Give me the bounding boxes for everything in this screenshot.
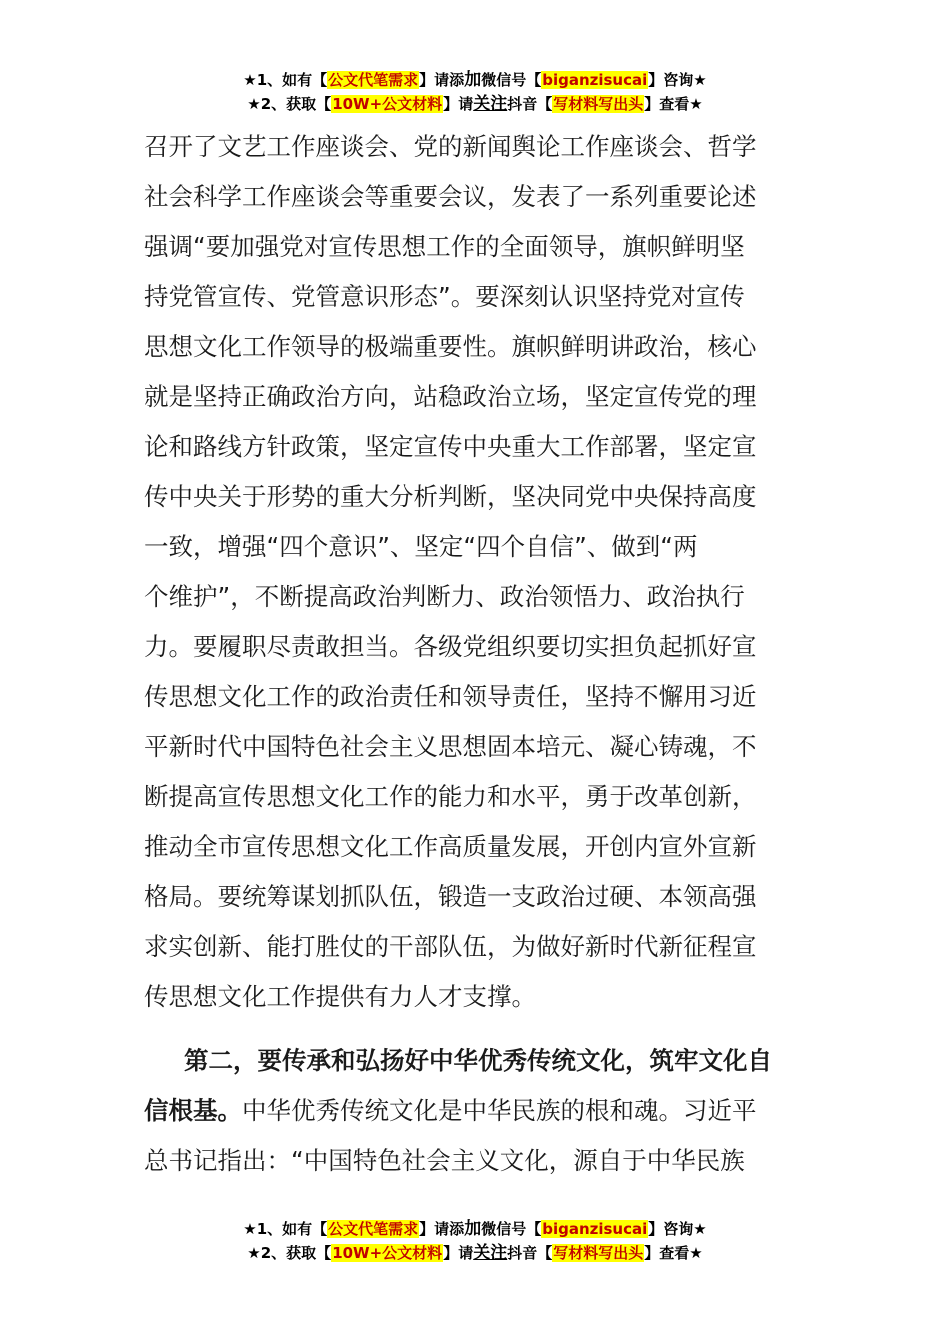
banner-text: 关注 [473,1243,508,1263]
body-line: 强调“要加强党对宣传思想工作的全面领导，旗帜鲜明坚 [144,232,745,261]
banner-line-2 [0,92,950,116]
banner-wechat-id: biganzisucai [542,71,648,89]
banner-douyin-id: 写材料写出头 [553,1244,644,1262]
body-line: 求实创新、能打胜仗的干部队伍，为做好新时代新征程宣 [144,932,757,961]
banner-text: ★2、获取【 [247,1244,332,1262]
section-heading-end: 信根基。 [144,1096,242,1125]
footer-banner [0,1217,950,1265]
body-line: 召开了文艺工作座谈会、党的新闻舆论工作座谈会、哲学 [144,132,757,161]
banner-text: ★2、获取【 [247,95,332,113]
body-line: 思想文化工作领导的极端重要性。旗帜鲜明讲政治，核心 [144,332,757,361]
body-line [144,1086,808,1136]
banner-text: 关注 [473,94,508,114]
body-line: 论和路线方针政策，坚定宣传中央重大工作部署，坚定宣 [144,432,757,461]
body-line: 总书记指出：“中国特色社会主义文化，源自于中华民族 [144,1146,745,1175]
banner-text: 抖音【 [507,1244,553,1262]
banner-text: 】请添 [419,71,465,89]
body-line: 社会科学工作座谈会等重要会议，发表了一系列重要论述 [144,182,757,211]
body-text: 中华优秀传统文化是中华民族的根和魂。习近平 [242,1096,757,1125]
body-line: 个维护”，不断提高政治判断力、政治领悟力、政治执行 [144,582,745,611]
banner-text: 】查看★ [644,1244,703,1262]
banner-highlight: 公文代笔需求 [328,71,419,89]
body-line: 一致，增强“四个意识”、坚定“四个自信”、做到“两 [144,532,698,561]
banner-highlight: 10W+公文材料 [332,1244,443,1262]
header-banner [0,68,950,116]
body-line: 平新时代中国特色社会主义思想固本培元、凝心铸魂，不 [144,732,757,761]
section-heading-line [144,1036,808,1086]
banner-text: ★1、如有【 [243,71,328,89]
body-line: 就是坚持正确政治方向，站稳政治立场，坚定宣传党的理 [144,382,757,411]
banner-line-1 [0,68,950,92]
banner-text: 】查看★ [644,95,703,113]
banner-text: 】咨询★ [648,71,707,89]
banner-text: ★1、如有【 [243,1220,328,1238]
banner-text: 】请 [443,1244,474,1262]
banner-wechat-id: biganzisucai [542,1220,648,1238]
body-line: 力。要履职尽责敢担当。各级党组织要切实担负起抓好宣 [144,632,757,661]
banner-douyin-id: 写材料写出头 [553,95,644,113]
body-line: 传中央关于形势的重大分析判断，坚决同党中央保持高度 [144,482,757,511]
banner-text: 微信号【 [481,1220,542,1238]
body-line: 断提高宣传思想文化工作的能力和水平，勇于改革创新， [144,782,757,811]
body-line: 格局。要统筹谋划抓队伍，锻造一支政治过硬、本领高强 [144,882,757,911]
banner-text: 抖音【 [507,95,553,113]
body-line: 传思想文化工作的政治责任和领导责任，坚持不懈用习近 [144,682,757,711]
banner-highlight: 公文代笔需求 [328,1220,419,1238]
paragraph-gap [144,1022,808,1036]
banner-highlight: 10W+公文材料 [332,95,443,113]
body-line: 推动全市宣传思想文化工作高质量发展，开创内宣外宣新 [144,832,757,861]
banner-text: 加 [464,1219,482,1239]
banner-line-2 [0,1241,950,1265]
document-body [144,122,808,1186]
body-line: 持党管宣传、党管意识形态”。要深刻认识坚持党对宣传 [144,282,745,311]
section-heading: 第二，要传承和弘扬好中华优秀传统文化，筑牢文化自 [184,1046,772,1075]
banner-text: 】请 [443,95,474,113]
banner-text: 】咨询★ [648,1220,707,1238]
banner-text: 微信号【 [481,71,542,89]
banner-text: 】请添 [419,1220,465,1238]
banner-text: 加 [464,70,482,90]
body-line: 传思想文化工作提供有力人才支撑。 [144,982,536,1011]
banner-line-1 [0,1217,950,1241]
